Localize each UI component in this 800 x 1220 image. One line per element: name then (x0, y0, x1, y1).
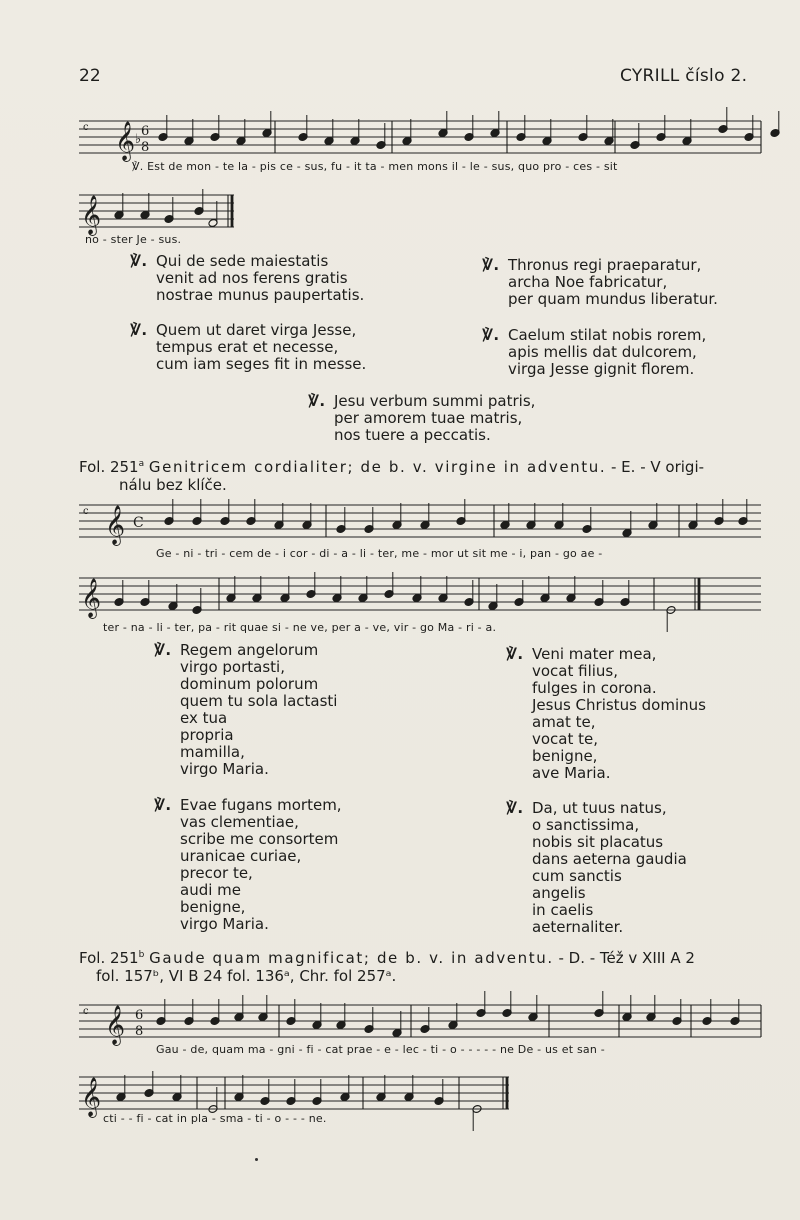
piece1-verse-4 (482, 326, 707, 378)
verse-line: cum sanctis (532, 867, 622, 885)
verse-line: virgo Maria. (180, 760, 269, 778)
piece1-lyrics-line2: no - ster Je - sus. (85, 233, 182, 246)
verse-line: dominum polorum (180, 675, 319, 693)
verse-line: Jesu verbum summi patris, (334, 392, 536, 410)
verse-line: vas clementiae, (180, 813, 299, 831)
time-signature-bottom: 8 (135, 1024, 144, 1039)
piece3-lyrics-line2: cti - - fi - cat in pla - sma - ti - o - - - ne. (103, 1112, 327, 1125)
staff-4-svg (79, 573, 761, 618)
verse-line: Regem angelorum (180, 641, 319, 659)
verse-line: nos tuere a peccatis. (334, 426, 491, 444)
folio-line2: fol. 157ᵇ, VI B 24 fol. 136ᵃ, Chr. fol 257ᵃ. (96, 967, 397, 985)
piece3-folio-heading (79, 946, 695, 985)
versicle-mark: ℣. (506, 645, 524, 663)
verse-line: benigne, (532, 747, 598, 765)
folio-rest: - E. - V origi- (606, 458, 705, 476)
folio-title: Gaude quam magnificat; de b. v. in adventu. (149, 949, 554, 967)
verse-line: in caelis (532, 901, 594, 919)
piece2-verse-1 (154, 641, 338, 778)
common-time-icon: C (133, 515, 144, 531)
verse-line: cum iam seges fit in messe. (156, 355, 367, 373)
folio-line2: nálu bez klíče. (119, 476, 227, 494)
verse-line: apis mellis dat dulcorem, (508, 343, 697, 361)
verse-line: vocat te, (532, 730, 599, 748)
verse-line: Jesus Christus dominus (532, 696, 706, 714)
verse-line: ave Maria. (532, 764, 611, 782)
folio-prefix: Fol. 251 (79, 458, 139, 476)
verse-line: angelis (532, 884, 586, 902)
verse-line: Da, ut tuus natus, (532, 799, 667, 817)
staff-5 (79, 1000, 761, 1045)
piece1-verse-1 (130, 252, 365, 304)
staff-6-svg (79, 1072, 509, 1117)
verse-line: Qui de sede maiestatis (156, 252, 329, 270)
verse-line: propria (180, 726, 234, 744)
treble-clef-icon: 𝄞 (105, 1005, 126, 1045)
piece2-verse-2 (506, 645, 706, 782)
verse-line: nostrae munus paupertatis. (156, 286, 365, 304)
flat-icon: ♭ (135, 132, 142, 147)
folio-title: Genitricem cordialiter; de b. v. virgine in adventu. (148, 458, 607, 476)
verse-line: quem tu sola lactasti (180, 692, 338, 710)
verse-line: venit ad nos ferens gratis (156, 269, 348, 287)
verse-line: Veni mater mea, (532, 645, 657, 663)
verse-line: aeternaliter. (532, 918, 624, 936)
piece1-lyrics-line1: ℣. Est de mon - te la - pis ce - sus, fu - it ta - men mons il - le - sus, quo pro - ces - sit (132, 160, 618, 173)
verse-line: mamilla, (180, 743, 245, 761)
treble-clef-icon: 𝄞 (81, 1077, 102, 1117)
verse-line: archa Noe fabricatur, (508, 273, 668, 291)
staff-1 (79, 116, 761, 161)
versicle-mark: ℣. (482, 256, 500, 274)
folio-sup: b (138, 950, 145, 960)
treble-clef-icon: 𝄞 (81, 195, 102, 235)
piece1-verse-3 (130, 321, 367, 373)
staff-2 (79, 190, 234, 235)
ink-speck (255, 1158, 258, 1161)
verse-line: virga Jesse gignit florem. (508, 360, 695, 378)
verse-line: virgo portasti, (180, 658, 285, 676)
piece1-verse-5 (308, 392, 536, 444)
verse-line: per quam mundus liberatur. (508, 290, 718, 308)
versicle-mark: ℣. (506, 799, 524, 817)
verse-line: uranicae curiae, (180, 847, 302, 865)
folio-rest: - D. - Též v XIII A 2 (553, 949, 695, 967)
piece2-lyrics-line2: ter - na - li - ter, pa - rit quae si - ne ve, per a - ve, vir - go Ma - ri - a. (103, 621, 497, 634)
staff-5-svg (79, 1000, 761, 1045)
time-signature-bottom: 8 (141, 140, 150, 155)
c-clef-label: c (83, 122, 89, 133)
verse-line: tempus erat et necesse, (156, 338, 339, 356)
verse-line: Thronus regi praeparatur, (508, 256, 702, 274)
verse-line: fulges in corona. (532, 679, 657, 697)
verse-line: o sanctissima, (532, 816, 640, 834)
verse-line: Quem ut daret virga Jesse, (156, 321, 357, 339)
versicle-mark: ℣. (130, 321, 148, 339)
page-number: 22 (79, 66, 101, 86)
verse-line: per amorem tuae matris, (334, 409, 523, 427)
verse-line: dans aeterna gaudia (532, 850, 687, 868)
verse-line: audi me (180, 881, 241, 899)
verse-line: scribe me consortem (180, 830, 339, 848)
staff-2-svg (79, 190, 234, 235)
verse-line: benigne, (180, 898, 246, 916)
staff-4 (79, 573, 761, 618)
piece2-lyrics-line1: Ge - ni - tri - cem de - i cor - di - a - li - ter, me - mor ut sit me - i, pan - go ae - (156, 547, 603, 560)
treble-clef-icon: 𝄞 (105, 505, 126, 545)
staff-3 (79, 500, 761, 545)
staff-6 (79, 1072, 509, 1117)
verse-line: Caelum stilat nobis rorem, (508, 326, 707, 344)
verse-line: vocat filius, (532, 662, 619, 680)
versicle-mark: ℣. (154, 641, 172, 659)
folio-prefix: Fol. 251 (79, 949, 139, 967)
treble-clef-icon: 𝄞 (81, 578, 102, 618)
staff-1-svg (79, 116, 761, 161)
time-signature-top: 6 (141, 124, 150, 139)
verse-line: ex tua (180, 709, 228, 727)
versicle-mark: ℣. (154, 796, 172, 814)
verse-line: Evae fugans mortem, (180, 796, 342, 814)
verse-line: virgo Maria. (180, 915, 269, 933)
treble-clef-icon: 𝄞 (115, 121, 136, 161)
staff-3-svg (79, 500, 761, 545)
versicle-mark: ℣. (308, 392, 326, 410)
verse-line: precor te, (180, 864, 253, 882)
piece3-lyrics-line1: Gau - de, quam ma - gni - fi - cat prae - e - lec - ti - o - - - - - ne De - us et san - (156, 1043, 605, 1056)
c-clef-label: c (83, 1006, 89, 1017)
verse-line: amat te, (532, 713, 596, 731)
piece2-verse-3 (154, 796, 342, 933)
piece2-folio-heading (79, 455, 704, 494)
c-clef-label: c (83, 506, 89, 517)
verse-line: nobis sit placatus (532, 833, 664, 851)
piece2-verse-4 (506, 799, 687, 936)
running-title: CYRILL číslo 2. (620, 66, 748, 86)
time-signature-top: 6 (135, 1008, 144, 1023)
folio-sup: a (138, 459, 145, 469)
piece1-verse-2 (482, 256, 718, 308)
versicle-mark: ℣. (130, 252, 148, 270)
versicle-mark: ℣. (482, 326, 500, 344)
